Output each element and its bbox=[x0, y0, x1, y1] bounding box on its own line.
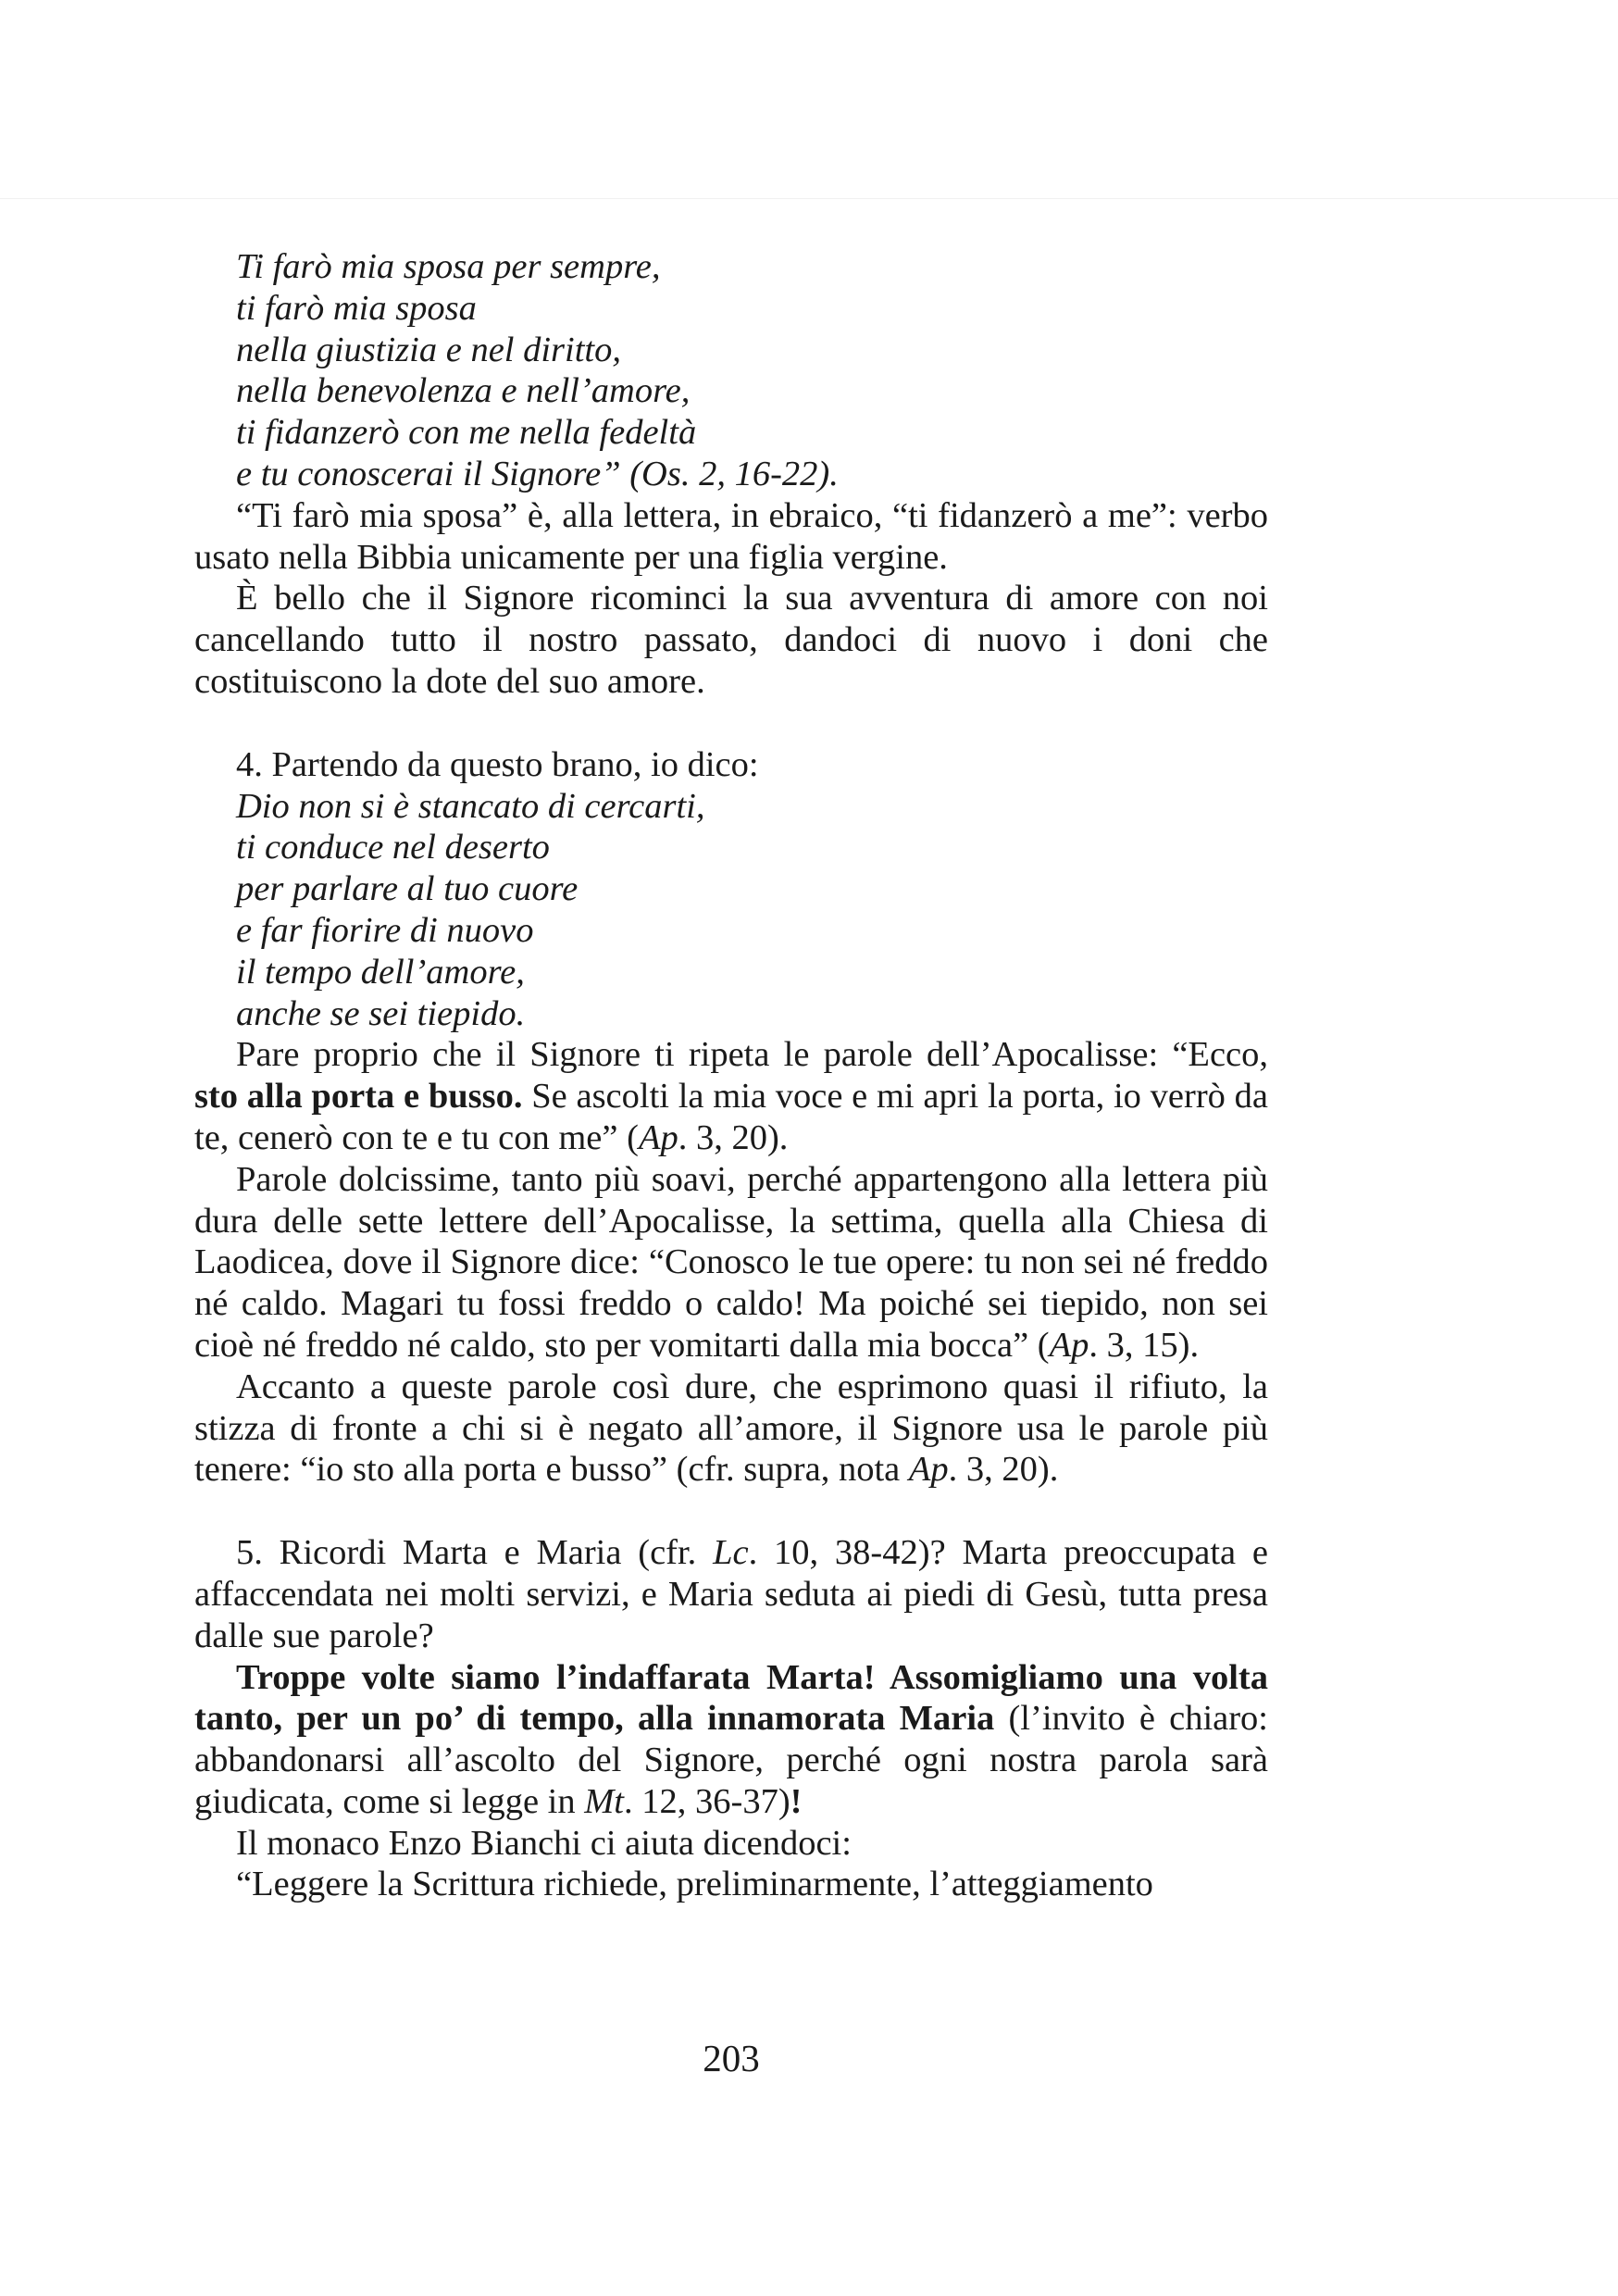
section-gap bbox=[194, 1491, 1268, 1532]
scan-edge-line bbox=[0, 198, 1618, 199]
poem-line: e tu conoscerai il Signore” (Os. 2, 16-22). bbox=[236, 454, 839, 493]
reference-abbrev: Ap bbox=[1049, 1325, 1089, 1365]
page-body bbox=[194, 246, 1268, 1905]
poem-line: anche se sei tiepido. bbox=[236, 993, 526, 1033]
poem-line: e far fiorire di nuovo bbox=[236, 910, 534, 950]
poem-line: Dio non si è stancato di cercarti, bbox=[236, 786, 705, 826]
page-number: 203 bbox=[703, 2037, 760, 2079]
poem-hosea bbox=[194, 246, 1268, 495]
paragraph: È bello che il Signore ricominci la sua avventura di amore con noi cancellando tutto il nostro passato, dandoci di nuovo i doni che costituiscono la dote del suo amore. bbox=[194, 579, 1268, 701]
reference-abbrev: Lc bbox=[713, 1533, 749, 1573]
section-gap bbox=[194, 703, 1268, 744]
poem-line: nella giustizia e nel diritto, bbox=[236, 330, 621, 369]
paragraph-marta-maria: Troppe volte siamo l’indaffarata Marta! Assomigliamo una volta tanto, per un po’ di tempo, alla innamorata Maria (l’invito è chiaro: abbandonarsi all’ascolto del Signore, perché ogni nostra parola sarà giudicata, come si legge in Mt. 12, 36-37)! bbox=[194, 1657, 1268, 1821]
paragraph-tender-words: Accanto a queste parole così dure, che esprimono quasi il rifiuto, la stizza di fronte a chi si è negato all’amore, il Signore usa le parole più tenere: “io sto alla porta e busso” (cfr. supra, nota Ap. 3, 20). bbox=[194, 1366, 1268, 1490]
paragraph: “Ti farò mia sposa” è, alla lettera, in ebraico, “ti fidanzerò a me”: verbo usato nella Bibbia unicamente per una figlia vergine. bbox=[194, 495, 1268, 577]
reference-abbrev: Ap bbox=[908, 1450, 949, 1490]
poem-line: ti fidanzerò con me nella fedeltà bbox=[236, 413, 697, 453]
paragraph-apocalypse-quote: Pare proprio che il Signore ti ripeta le parole dell’Apocalisse: “Ecco, sto alla porta e busso. Se ascolti la mia voce e mi apri la porta, io verrò da te, cenerò con te e tu con me” (Ap. 3, 20). bbox=[194, 1035, 1268, 1157]
poem-line: nella benevolenza e nell’amore, bbox=[236, 371, 691, 411]
bold-phrase: Troppe volte siamo l’indaffarata Marta! Assomigliamo una volta tanto, per un po’ di tempo, alla innamorata Maria bbox=[194, 1657, 1268, 1739]
section-4-heading: 4. Partendo da questo brano, io dico: bbox=[236, 744, 759, 784]
poem-line: ti conduce nel deserto bbox=[236, 828, 550, 867]
paragraph: Il monaco Enzo Bianchi ci aiuta dicendoci: bbox=[236, 1823, 852, 1863]
poem-line: per parlare al tuo cuore bbox=[236, 869, 579, 909]
bold-phrase: sto alla porta e busso. bbox=[194, 1077, 523, 1117]
section-5-paragraph: 5. Ricordi Marta e Maria (cfr. Lc. 10, 38-42)? Marta preoccupata e affaccendata nei molti servizi, e Maria seduta ai piedi di Gesù, tutta presa dalle sue parole? bbox=[194, 1533, 1268, 1655]
reference-abbrev: Ap bbox=[638, 1117, 678, 1157]
poem-line: ti farò mia sposa bbox=[236, 288, 477, 328]
poem-line: Ti farò mia sposa per sempre, bbox=[236, 247, 661, 286]
poem-line: il tempo dell’amore, bbox=[236, 952, 525, 992]
paragraph-quote-start: “Leggere la Scrittura richiede, preliminarmente, l’atteggiamento bbox=[236, 1865, 1153, 1904]
paragraph-laodicea: Parole dolcissime, tanto più soavi, perché appartengono alla lettera più dura delle sette lettere dell’Apocalisse, la settima, quella alla Chiesa di Laodicea, dove il Signore dice: “Conosco le tue opere: tu non sei né freddo né caldo. Magari tu fossi freddo o caldo! Ma poiché sei tiepido, non sei cioè né freddo né caldo, sto per vomitarti dalla mia bocca” (Ap. 3, 15). bbox=[194, 1159, 1268, 1365]
poem-section-4 bbox=[194, 786, 1268, 1035]
reference-abbrev: Mt bbox=[584, 1781, 625, 1821]
